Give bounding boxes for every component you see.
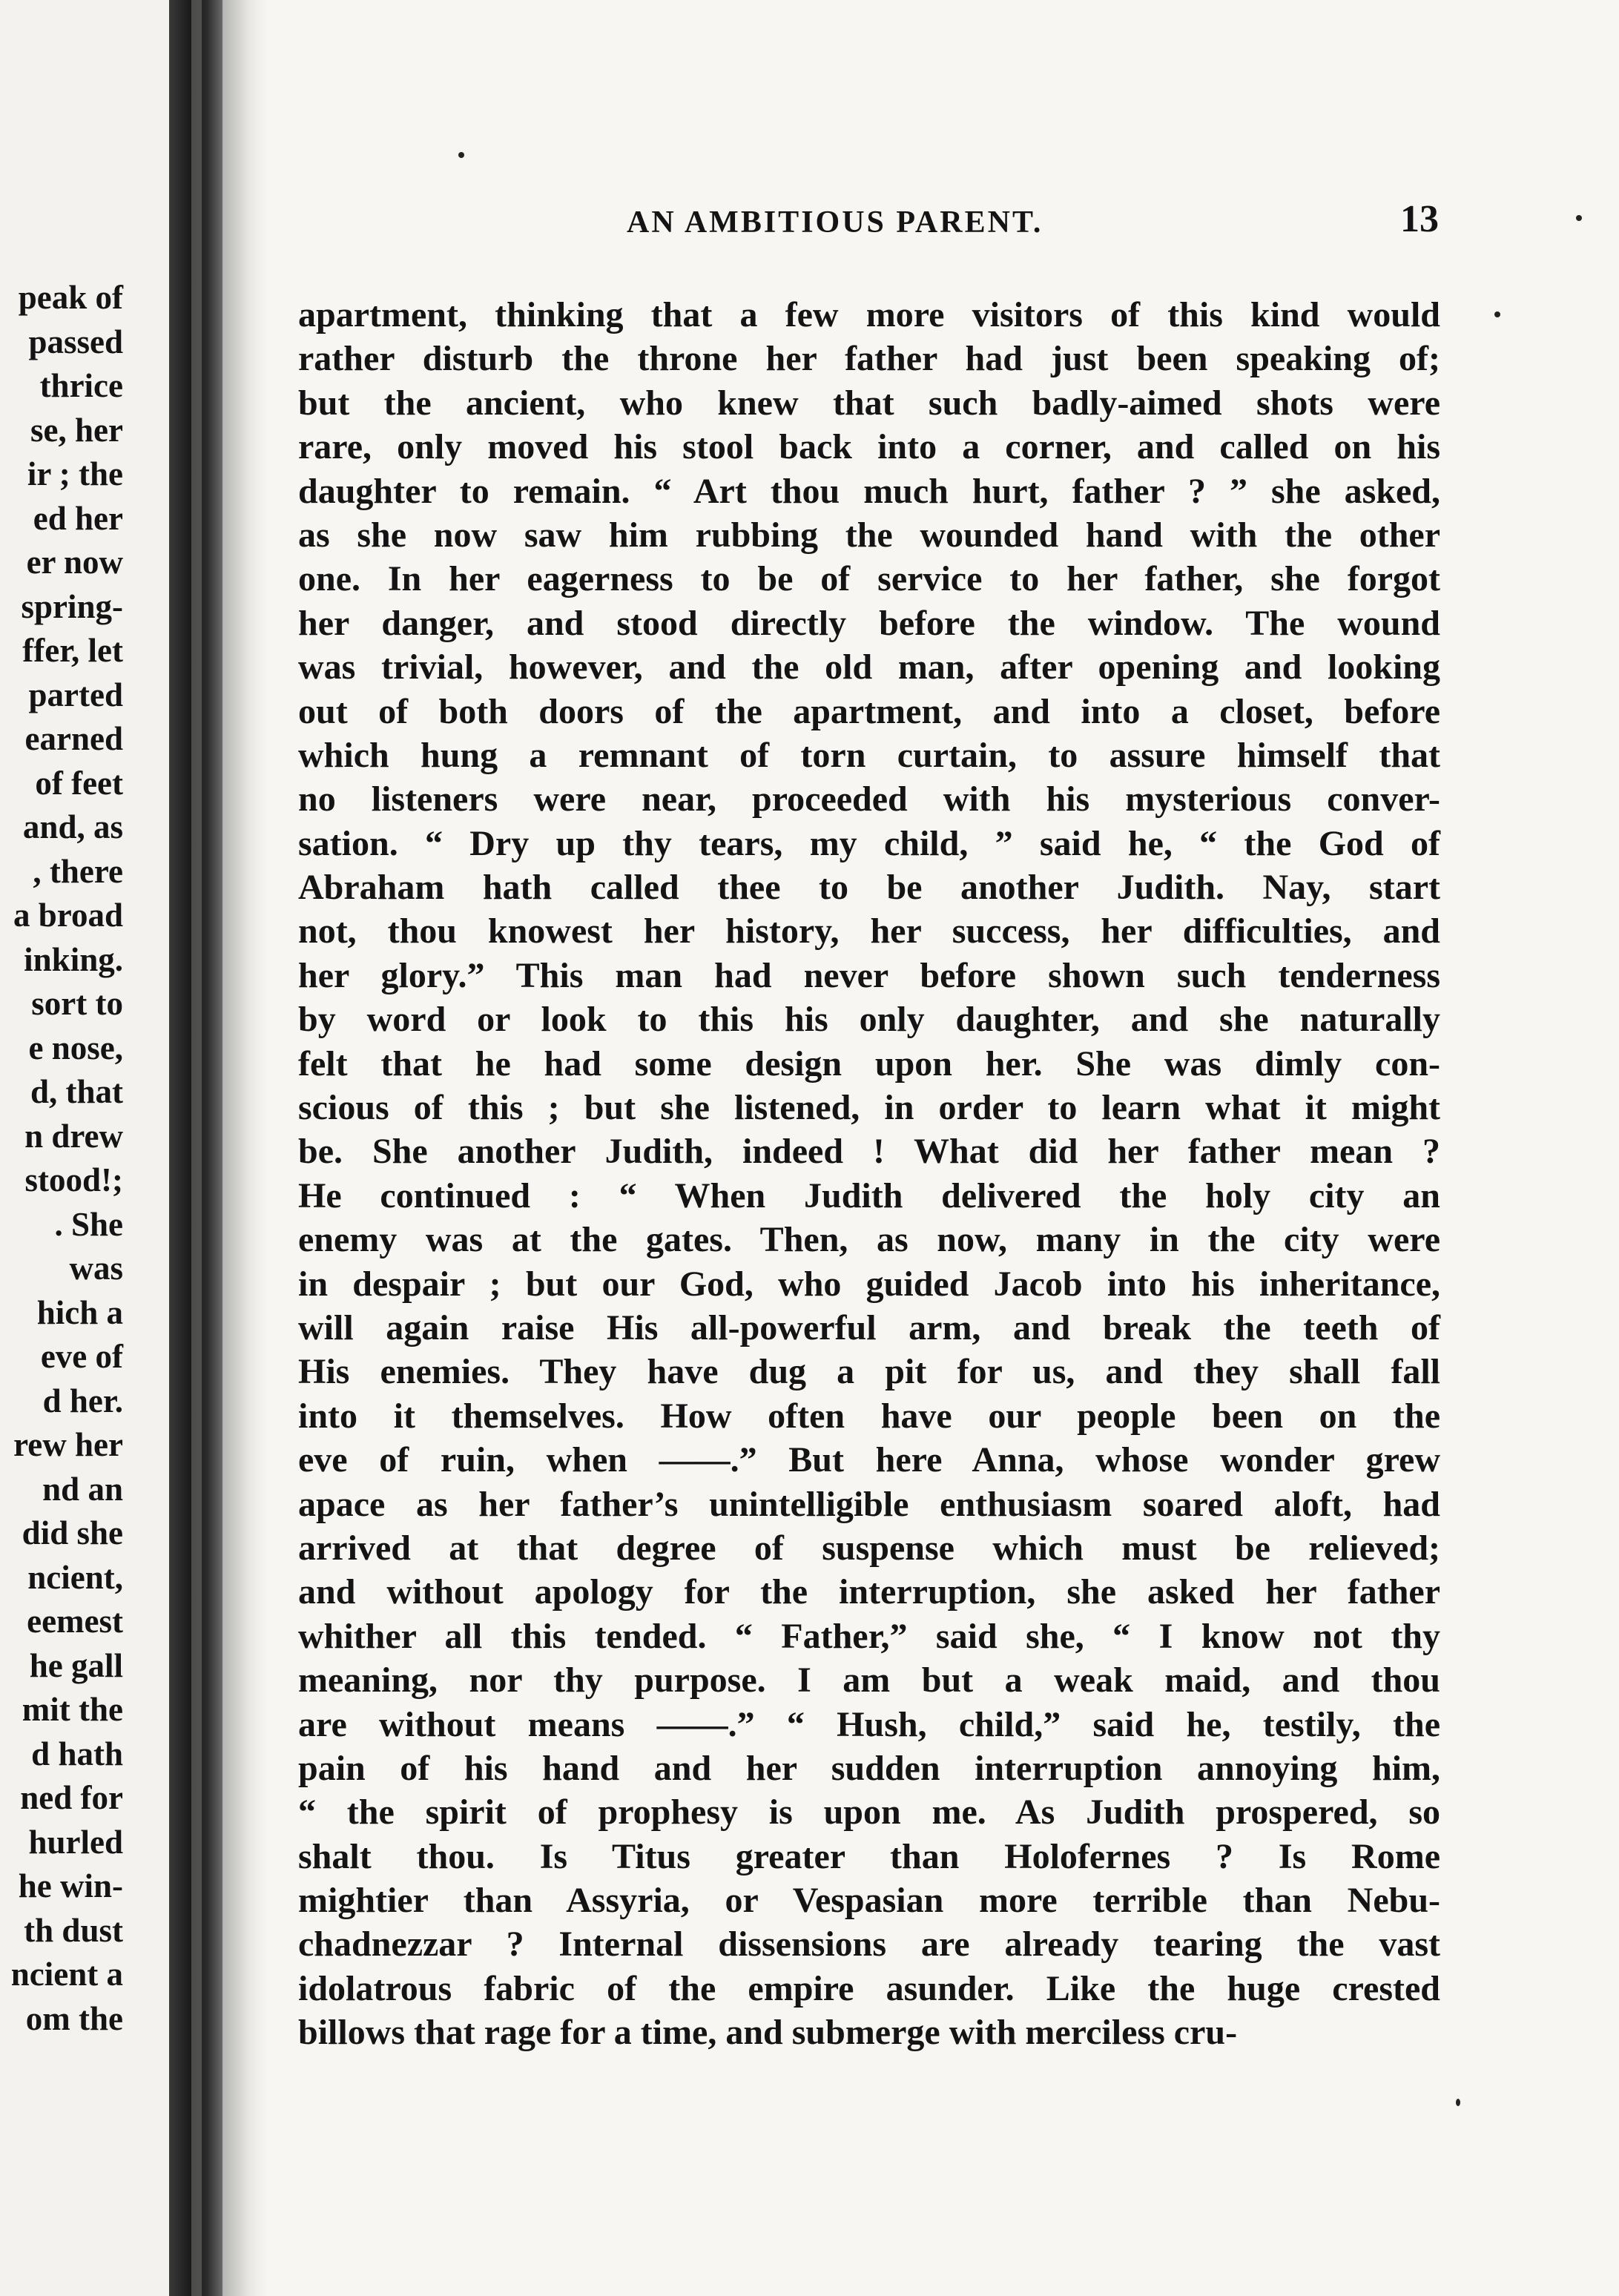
facing-page-line: inking.	[24, 940, 123, 978]
facing-page-line: spring-	[21, 587, 123, 625]
facing-page-line: se, her	[30, 411, 123, 449]
scan-speck	[1576, 215, 1582, 221]
page-number: 13	[1400, 198, 1439, 240]
text-line: whither all this tended. “ Father,” said she, “ I know not thy	[298, 1616, 1440, 1656]
text-line: His enemies. They have dug a pit for us, and they shall fall	[298, 1352, 1440, 1392]
facing-page-line: n drew	[24, 1117, 123, 1155]
gutter-fade	[222, 0, 267, 2296]
text-line: felt that he had some design upon her. She was dimly con-	[298, 1043, 1440, 1083]
facing-page-line: hich a	[36, 1293, 123, 1331]
facing-page-line: eve of	[40, 1338, 123, 1375]
facing-page-line: did she	[22, 1514, 123, 1551]
facing-page-line: th dust	[24, 1911, 123, 1949]
facing-page-line: ncient a	[10, 1956, 123, 1993]
text-line: chadnezzar ? Internal dissensions are already tearing the vast	[298, 1924, 1440, 1965]
facing-page-text	[0, 276, 123, 2041]
text-line: no listeners were near, proceeded with his mysterious conver-	[298, 779, 1440, 819]
facing-page-line: d her.	[42, 1382, 123, 1419]
text-line: Abraham hath called thee to be another Judith. Nay, start	[298, 868, 1440, 908]
facing-page-line: and, as	[22, 808, 123, 845]
text-line: be. She another Judith, indeed ! What did her father mean ?	[298, 1132, 1440, 1172]
text-line: scious of this ; but she listened, in order to learn what it might	[298, 1088, 1440, 1128]
text-line: apace as her father’s unintelligible enthusiasm soared aloft, had	[298, 1484, 1440, 1524]
scan-speck	[1456, 2099, 1460, 2106]
text-line: rare, only moved his stool back into a corner, and called on his	[298, 427, 1440, 467]
facing-page-line: of feet	[35, 764, 123, 802]
text-line: into it themselves. How often have our people been on the	[298, 1396, 1440, 1436]
facing-page-line: ffer, let	[22, 632, 123, 669]
facing-page-line: mit the	[22, 1691, 123, 1728]
facing-page-line: ed her	[33, 499, 123, 537]
text-line: He continued : “ When Judith delivered the holy city an	[298, 1175, 1440, 1215]
text-line: will again raise His all-powerful arm, and break the teeth of	[298, 1307, 1440, 1347]
facing-page-line: nd an	[42, 1470, 123, 1508]
text-line: idolatrous fabric of the empire asunder. Like the huge crested	[298, 1968, 1440, 2008]
text-line: was trivial, however, and the old man, after opening and looking	[298, 647, 1440, 687]
facing-page-line: d hath	[31, 1735, 123, 1772]
facing-page-line: sort to	[31, 985, 123, 1022]
body-text	[298, 293, 1440, 2055]
facing-page-line: e nose,	[28, 1029, 123, 1066]
facing-page-line: he gall	[29, 1646, 123, 1684]
facing-page-line: passed	[28, 323, 123, 360]
text-line: by word or look to this his only daughter, and she naturally	[298, 1000, 1440, 1040]
facing-page-line: , there	[33, 852, 123, 890]
facing-page-line: d, that	[30, 1073, 123, 1110]
text-line: billows that rage for a time, and submerge with merciless cru-	[298, 2013, 1238, 2053]
facing-page-line: parted	[28, 676, 123, 713]
text-line: but the ancient, who knew that such badly-aimed shots were	[298, 383, 1440, 423]
running-title: AN AMBITIOUS PARENT.	[627, 205, 1043, 240]
running-head	[297, 200, 1439, 245]
facing-page-line: he win-	[18, 1867, 123, 1904]
text-line: enemy was at the gates. Then, as now, many in the city were	[298, 1220, 1440, 1260]
text-line: one. In her eagerness to be of service to her father, she forgot	[298, 559, 1440, 599]
facing-page-line: eemest	[27, 1603, 123, 1640]
scan-speck	[458, 152, 464, 158]
facing-page-line: om the	[25, 1999, 123, 2037]
facing-page-line: er now	[26, 544, 123, 581]
text-line: shalt thou. Is Titus greater than Holofernes ? Is Rome	[298, 1836, 1440, 1876]
text-line: meaning, nor thy purpose. I am but a weak maid, and thou	[298, 1660, 1440, 1700]
facing-page-line: ir ; the	[27, 455, 123, 492]
facing-page-line: was	[69, 1250, 123, 1287]
facing-page-line: ned for	[20, 1779, 123, 1816]
facing-page-line: thrice	[39, 367, 123, 404]
text-line: her danger, and stood directly before the window. The wound	[298, 603, 1440, 643]
text-line: her glory.” This man had never before shown such tenderness	[298, 955, 1440, 995]
scan-speck	[1494, 311, 1500, 317]
text-line: “ the spirit of prophesy is upon me. As Judith prospered, so	[298, 1792, 1440, 1832]
text-line: not, thou knowest her history, her success, her difficulties, and	[298, 911, 1440, 951]
facing-page-line: rew her	[13, 1426, 123, 1463]
text-line: pain of his hand and her sudden interruption annoying him,	[298, 1748, 1440, 1788]
facing-page-line: hurled	[28, 1823, 123, 1861]
facing-page-line: a broad	[13, 897, 123, 934]
facing-page-line: earned	[24, 720, 123, 757]
text-line: as she now saw him rubbing the wounded hand with the other	[298, 515, 1440, 555]
text-line: which hung a remnant of torn curtain, to assure himself that	[298, 735, 1440, 775]
text-line: out of both doors of the apartment, and into a closet, before	[298, 691, 1440, 731]
text-line: mightier than Assyria, or Vespasian more terrible than Nebu-	[298, 1881, 1440, 1921]
text-line: are without means ——.” “ Hush, child,” said he, testily, the	[298, 1704, 1440, 1744]
text-line: sation. “ Dry up thy tears, my child, ” said he, “ the God of	[298, 823, 1440, 863]
text-line: arrived at that degree of suspense which must be relieved;	[298, 1528, 1440, 1568]
facing-page-line: stood!;	[24, 1161, 123, 1198]
text-line: daughter to remain. “ Art thou much hurt, father ? ” she asked,	[298, 471, 1440, 511]
text-line: eve of ruin, when ——.” But here Anna, whose wonder grew	[298, 1440, 1440, 1480]
text-line: apartment, thinking that a few more visitors of this kind would	[298, 295, 1440, 334]
gutter-shadow	[191, 0, 202, 2296]
text-line: rather disturb the throne her father had just been speaking of;	[298, 339, 1440, 379]
facing-page-line: peak of	[18, 279, 123, 316]
text-line: in despair ; but our God, who guided Jacob into his inheritance,	[298, 1264, 1440, 1304]
facing-page-line: . She	[54, 1205, 123, 1243]
facing-page-fragment	[0, 0, 169, 2296]
text-line: and without apology for the interruption, she asked her father	[298, 1572, 1440, 1612]
facing-page-line: ncient,	[27, 1558, 123, 1596]
